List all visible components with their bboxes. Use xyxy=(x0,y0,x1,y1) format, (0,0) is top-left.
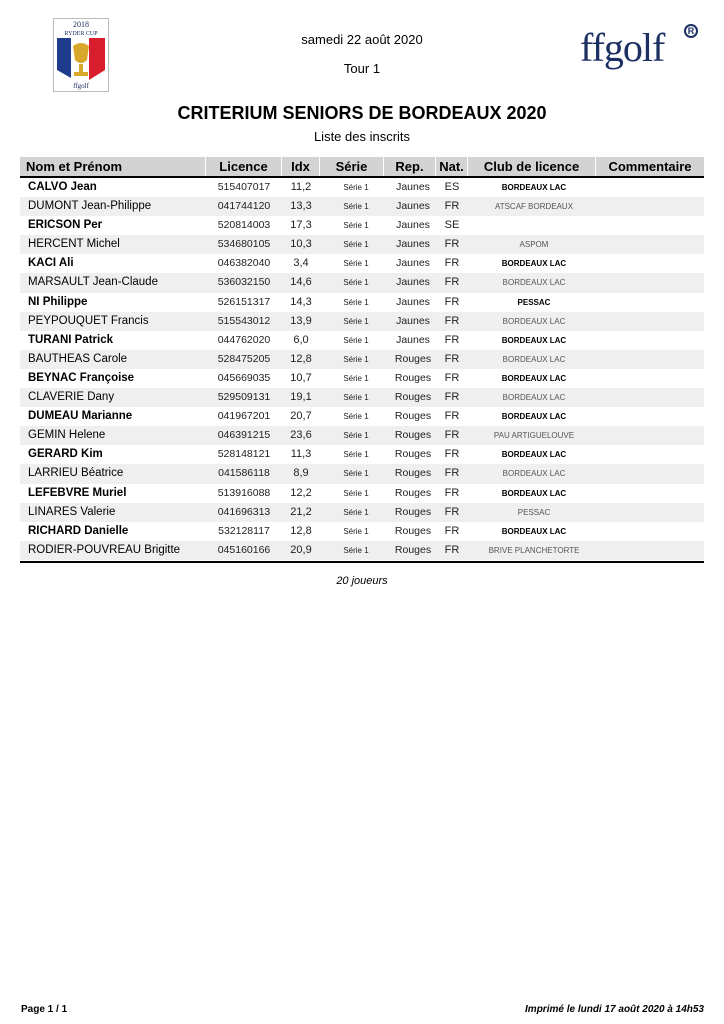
table-row xyxy=(20,197,704,216)
licence-number: 041967201 xyxy=(217,410,271,423)
table-row xyxy=(20,522,704,541)
col-header-idx: Idx xyxy=(282,157,320,176)
licence-number: 046391215 xyxy=(217,429,271,442)
serie: Série 1 xyxy=(343,316,369,326)
player-name: LINARES Valerie xyxy=(28,505,116,518)
club-name: BORDEAUX LAC xyxy=(501,335,567,345)
table-body xyxy=(20,178,704,560)
club-name: BORDEAUX LAC xyxy=(501,183,567,192)
player-name: CLAVERIE Dany xyxy=(28,391,115,404)
licence-number: 041586118 xyxy=(218,467,270,480)
serie: Série 1 xyxy=(343,431,369,441)
table-row xyxy=(20,369,704,388)
handicap-index: 12,8 xyxy=(290,524,312,537)
round-label: Tour 1 xyxy=(343,61,381,76)
player-name: HERCENT Michel xyxy=(28,238,120,251)
serie: Série 1 xyxy=(343,507,369,517)
handicap-index: 3,4 xyxy=(293,257,309,270)
licence-number: 041744120 xyxy=(217,200,271,213)
tee-color: Jaunes xyxy=(396,181,430,193)
club-name: PESSAC xyxy=(517,297,551,307)
licence-number: 045669035 xyxy=(217,371,271,384)
tee-color: Rouges xyxy=(394,524,432,537)
handicap-index: 10,3 xyxy=(290,238,312,251)
tee-color: Jaunes xyxy=(396,314,430,327)
col-header-serie: Série xyxy=(320,157,384,176)
club-name: PAU ARTIGUELOUVE xyxy=(493,431,575,441)
serie: Série 1 xyxy=(343,297,369,307)
table-row xyxy=(20,293,704,312)
player-name: LEFEBVRE Muriel xyxy=(28,486,127,499)
serie: Série 1 xyxy=(343,354,369,364)
licence-number: 513916088 xyxy=(217,486,271,499)
licence-number: 528475205 xyxy=(217,352,271,365)
serie: Série 1 xyxy=(343,545,369,555)
table-row xyxy=(20,407,704,426)
player-count: 20 joueurs xyxy=(336,575,388,587)
col-header-club: Club de licence xyxy=(468,157,596,176)
player-name: DUMEAU Marianne xyxy=(28,410,133,423)
table-row xyxy=(20,312,704,331)
nationality: FR xyxy=(444,505,460,518)
licence-number: 046382040 xyxy=(217,257,271,270)
player-name: MARSAULT Jean-Claude xyxy=(28,276,158,289)
licence-number: 528148121 xyxy=(217,448,271,461)
handicap-index: 14,6 xyxy=(290,276,312,289)
nationality: FR xyxy=(444,352,460,365)
handicap-index: 12,8 xyxy=(290,352,312,365)
serie: Série 1 xyxy=(343,335,369,345)
tee-color: Jaunes xyxy=(396,295,430,308)
col-header-licence: Licence xyxy=(206,157,282,176)
licence-number: 529509131 xyxy=(217,391,271,404)
table-row xyxy=(20,331,704,350)
serie: Série 1 xyxy=(343,259,369,269)
handicap-index: 23,6 xyxy=(290,429,312,442)
table-row xyxy=(20,178,704,197)
handicap-index: 20,9 xyxy=(290,543,312,556)
ryder-name: RYDER CUP xyxy=(64,31,98,37)
tee-color: Rouges xyxy=(394,429,432,442)
tee-color: Rouges xyxy=(394,371,432,384)
ffgolf-logo-text: ffgolf xyxy=(580,25,665,70)
event-date: samedi 22 août 2020 xyxy=(301,32,423,47)
licence-number: 526151317 xyxy=(217,295,271,308)
col-header-comment: Commentaire xyxy=(608,159,692,174)
nationality: FR xyxy=(444,543,460,556)
registered-icon: R xyxy=(684,24,698,38)
tee-color: Rouges xyxy=(394,486,432,499)
licence-number: 520814003 xyxy=(217,219,271,232)
club-name: BORDEAUX LAC xyxy=(501,450,567,460)
serie: Série 1 xyxy=(343,412,369,422)
nationality: FR xyxy=(444,391,460,404)
col-header-rep: Rep. xyxy=(384,157,436,176)
table-row xyxy=(20,445,704,464)
table-row xyxy=(20,484,704,503)
handicap-index: 21,2 xyxy=(290,505,312,518)
serie: Série 1 xyxy=(343,526,369,536)
ryder-cup-logo xyxy=(53,18,109,92)
tee-color: Rouges xyxy=(394,410,432,423)
player-name: TURANI Patrick xyxy=(28,333,113,346)
serie: Série 1 xyxy=(343,488,369,498)
tee-color: Jaunes xyxy=(396,333,430,346)
nationality: FR xyxy=(444,200,460,213)
serie: Série 1 xyxy=(343,278,369,288)
col-header-name: Nom et Prénom xyxy=(20,157,206,176)
club-name: BORDEAUX LAC xyxy=(501,373,567,383)
nationality: FR xyxy=(444,257,460,270)
serie: Série 1 xyxy=(343,393,369,403)
nationality: FR xyxy=(444,410,460,423)
table-row xyxy=(20,350,704,369)
licence-number: 534680105 xyxy=(217,238,271,251)
tee-color: Rouges xyxy=(394,352,432,365)
licence-number: 044762020 xyxy=(217,333,271,346)
nationality: FR xyxy=(444,448,460,461)
club-name: ATSCAF BORDEAUX xyxy=(494,202,574,212)
player-name: GERARD Kim xyxy=(28,448,103,461)
serie: Série 1 xyxy=(343,450,369,460)
handicap-index: 8,9 xyxy=(293,467,309,480)
player-name: DUMONT Jean-Philippe xyxy=(28,200,152,213)
licence-number: 515543012 xyxy=(217,314,271,327)
tee-color: Rouges xyxy=(394,543,432,556)
table-row xyxy=(20,426,704,445)
nationality: FR xyxy=(444,429,460,442)
licence-number: 041696313 xyxy=(217,505,271,518)
player-name: PEYPOUQUET Francis xyxy=(28,314,149,327)
serie: Série 1 xyxy=(343,221,369,231)
handicap-index: 11,3 xyxy=(290,448,312,461)
table-row xyxy=(20,464,704,483)
club-name xyxy=(470,216,598,235)
player-name: ERICSON Per xyxy=(28,219,103,232)
tee-color: Rouges xyxy=(394,467,432,480)
handicap-index: 19,1 xyxy=(290,391,312,404)
table-row xyxy=(20,273,704,292)
licence-number: 532128117 xyxy=(218,524,270,537)
club-name: BORDEAUX LAC xyxy=(502,354,566,364)
serie: Série 1 xyxy=(343,469,369,479)
licence-number: 515407017 xyxy=(217,181,271,193)
nationality: FR xyxy=(444,295,460,308)
table-header xyxy=(20,157,704,178)
table-row xyxy=(20,254,704,273)
licence-number: 536032150 xyxy=(217,276,271,289)
tee-color: Jaunes xyxy=(396,200,430,213)
tee-color: Rouges xyxy=(394,505,432,518)
serie: Série 1 xyxy=(343,373,369,383)
club-name: BORDEAUX LAC xyxy=(501,259,567,269)
tee-color: Rouges xyxy=(394,448,432,461)
player-name: CALVO Jean xyxy=(28,181,97,193)
nationality: FR xyxy=(444,486,460,499)
table-row xyxy=(20,388,704,407)
player-name: NI Philippe xyxy=(28,295,88,308)
tee-color: Jaunes xyxy=(396,257,430,270)
page-title: CRITERIUM SENIORS DE BORDEAUX 2020 xyxy=(177,103,547,123)
club-name: BORDEAUX LAC xyxy=(501,526,567,536)
licence-number: 045160166 xyxy=(217,543,271,556)
page-number: Page 1 / 1 xyxy=(21,1004,68,1015)
nationality: FR xyxy=(444,524,460,537)
player-name: BAUTHEAS Carole xyxy=(28,352,128,365)
player-name: KACI Ali xyxy=(28,257,74,270)
serie: Série 1 xyxy=(343,183,369,192)
serie: Série 1 xyxy=(343,240,369,250)
tee-color: Jaunes xyxy=(396,238,430,251)
handicap-index: 6,0 xyxy=(293,333,309,346)
nationality: FR xyxy=(444,238,460,251)
nationality: FR xyxy=(444,371,460,384)
club-name: PESSAC xyxy=(517,507,551,517)
ryder-sponsor: ffgolf xyxy=(73,82,89,90)
club-name: BORDEAUX LAC xyxy=(502,316,566,326)
club-name: BORDEAUX LAC xyxy=(502,469,566,479)
table-row xyxy=(20,235,704,254)
player-name: LARRIEU Béatrice xyxy=(28,467,124,480)
player-name: GEMIN Helene xyxy=(28,429,106,442)
tee-color: Rouges xyxy=(394,391,432,404)
nationality: SE xyxy=(444,219,460,232)
player-name: RODIER-POUVREAU Brigitte xyxy=(28,543,181,556)
table-row xyxy=(20,541,704,560)
serie: Série 1 xyxy=(343,202,369,212)
handicap-index: 12,2 xyxy=(290,486,312,499)
table-row xyxy=(20,216,704,235)
handicap-index: 11,2 xyxy=(290,181,312,193)
page-subtitle: Liste des inscrits xyxy=(313,129,411,144)
club-name: ASPOM xyxy=(519,240,549,250)
club-name: BRIVE PLANCHETORTE xyxy=(488,545,580,555)
table-bottom-rule xyxy=(20,561,704,563)
player-name: RICHARD Danielle xyxy=(28,524,129,537)
handicap-index: 13,3 xyxy=(290,200,312,213)
print-timestamp: Imprimé le lundi 17 août 2020 à 14h53 xyxy=(525,1004,704,1015)
handicap-index: 14,3 xyxy=(290,295,312,308)
ryder-year: 2018 xyxy=(73,20,89,29)
tee-color: Jaunes xyxy=(396,219,430,232)
nationality: FR xyxy=(444,276,460,289)
table-row xyxy=(20,503,704,522)
col-header-nat: Nat. xyxy=(436,157,468,176)
nationality: FR xyxy=(444,314,460,327)
club-name: BORDEAUX LAC xyxy=(502,278,566,288)
club-name: BORDEAUX LAC xyxy=(502,393,566,403)
tee-color: Jaunes xyxy=(396,276,430,289)
player-name: BEYNAC Françoise xyxy=(28,371,135,384)
nationality: FR xyxy=(444,467,460,480)
handicap-index: 20,7 xyxy=(290,410,312,423)
handicap-index: 10,7 xyxy=(290,371,312,384)
handicap-index: 13,9 xyxy=(290,314,312,327)
nationality: FR xyxy=(444,333,460,346)
nationality: ES xyxy=(444,181,460,193)
club-name: BORDEAUX LAC xyxy=(501,412,567,422)
handicap-index: 17,3 xyxy=(290,219,312,232)
club-name: BORDEAUX LAC xyxy=(501,488,567,498)
